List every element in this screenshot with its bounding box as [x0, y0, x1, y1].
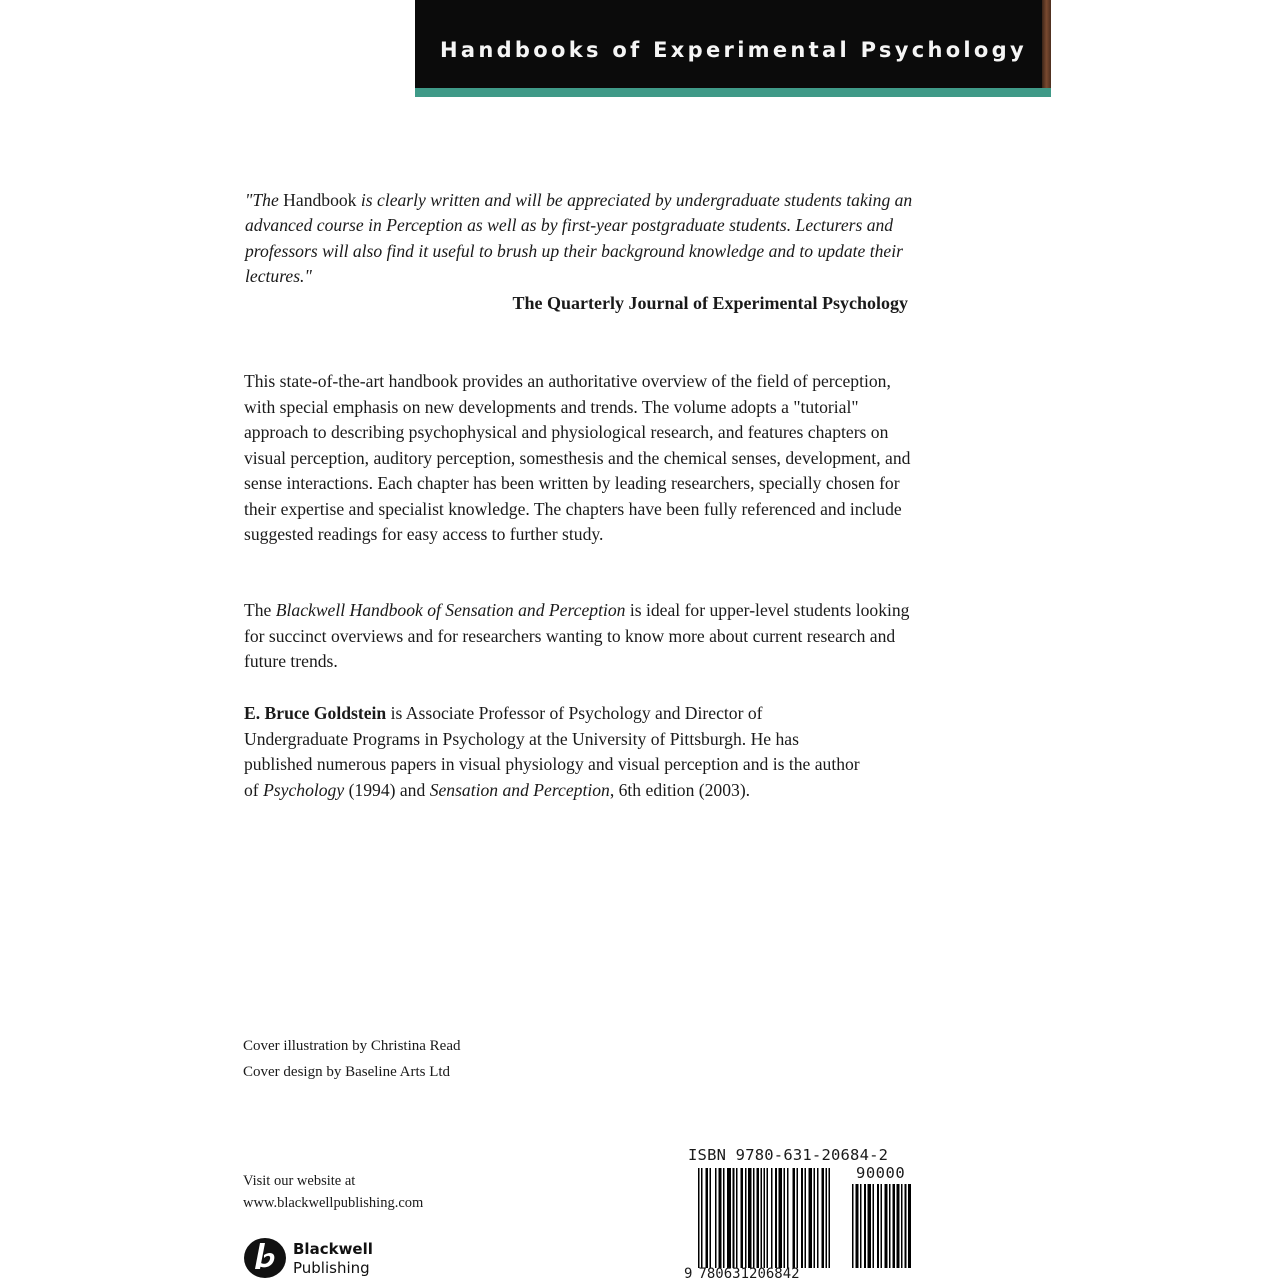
price-code: 90000 — [856, 1164, 906, 1182]
illustration-credit: Cover illustration by Christina Read — [243, 1038, 461, 1054]
review-source: The Quarterly Journal of Experimental Psychology — [512, 293, 908, 313]
publisher-line-2: Publishing — [293, 1259, 370, 1277]
author-bio — [244, 701, 864, 803]
author-name: E. Bruce Goldstein — [244, 703, 387, 723]
barcode-number: 780631206842 — [698, 1266, 800, 1282]
author-bio-text-3: , 6th edition (2003). — [609, 779, 751, 800]
audience-paragraph — [244, 598, 912, 675]
ean-barcode — [698, 1168, 840, 1268]
author-book-1: Psychology — [263, 779, 345, 800]
review-quote — [245, 188, 917, 290]
series-banner — [415, 0, 1051, 88]
website-block — [243, 1171, 423, 1214]
spine-edge — [1042, 0, 1051, 88]
publisher-line-1: Blackwell — [293, 1240, 373, 1258]
series-accent-stripe — [415, 88, 1051, 97]
series-title: Handbooks of Experimental Psychology — [440, 38, 1027, 62]
quote-open: "The — [245, 190, 279, 210]
audience-lead: The — [244, 600, 276, 620]
isbn-label: ISBN 9780-631-20684-2 — [688, 1146, 889, 1164]
publisher-name — [293, 1240, 373, 1278]
book-description: This state-of-the-art handbook provides an authoritative overview of the field of perception, with special emphasis on new developments and trends. The volume adopts a "tutorial" approach to describing psychophysical and physiological research, and features chapters on visual perception, auditory perception, somesthesis and the chemical senses, development, and sense interactions. Each chapter has been written by leading researchers, specially chosen for their expertise and specialist knowledge. The chapters have been fully referenced and include suggested readings for easy access to further study. — [244, 371, 911, 544]
website-label: Visit our website at — [243, 1173, 356, 1189]
author-book-2: Sensation and Perception — [429, 779, 610, 800]
website-url[interactable]: www.blackwellpublishing.com — [243, 1194, 424, 1211]
barcode-lead-digit: 9 — [684, 1266, 693, 1282]
author-bio-text-2: (1994) and — [344, 779, 430, 800]
quote-upright-word: Handbook — [278, 190, 361, 210]
book-title: Blackwell Handbook of Sensation and Perception — [275, 600, 626, 620]
design-credit: Cover design by Baseline Arts Ltd — [243, 1063, 451, 1080]
cover-credits — [243, 1034, 460, 1085]
author-bio-text-1: is Associate Professor of Psychology and Director of Undergraduate Programs in Psychology at the University of Pittsburgh. He has published numerous papers in visual physiology and visual perception and is the author of — [244, 703, 860, 800]
audience-rest: is ideal for upper-level students looking for succinct overviews and for researchers wanting to know more about current research and future trends. — [244, 600, 910, 671]
quote-text: is clearly written and will be appreciated by undergraduate students taking an advanced course in Perception as well as by first-year postgraduate students. Lecturers and professors will also find it useful to brush up their background knowledge and to update their lectures." — [245, 190, 913, 287]
barcode-digits — [684, 1266, 800, 1282]
addon-barcode — [852, 1184, 924, 1268]
blackwell-b-logo-icon — [243, 1236, 287, 1280]
